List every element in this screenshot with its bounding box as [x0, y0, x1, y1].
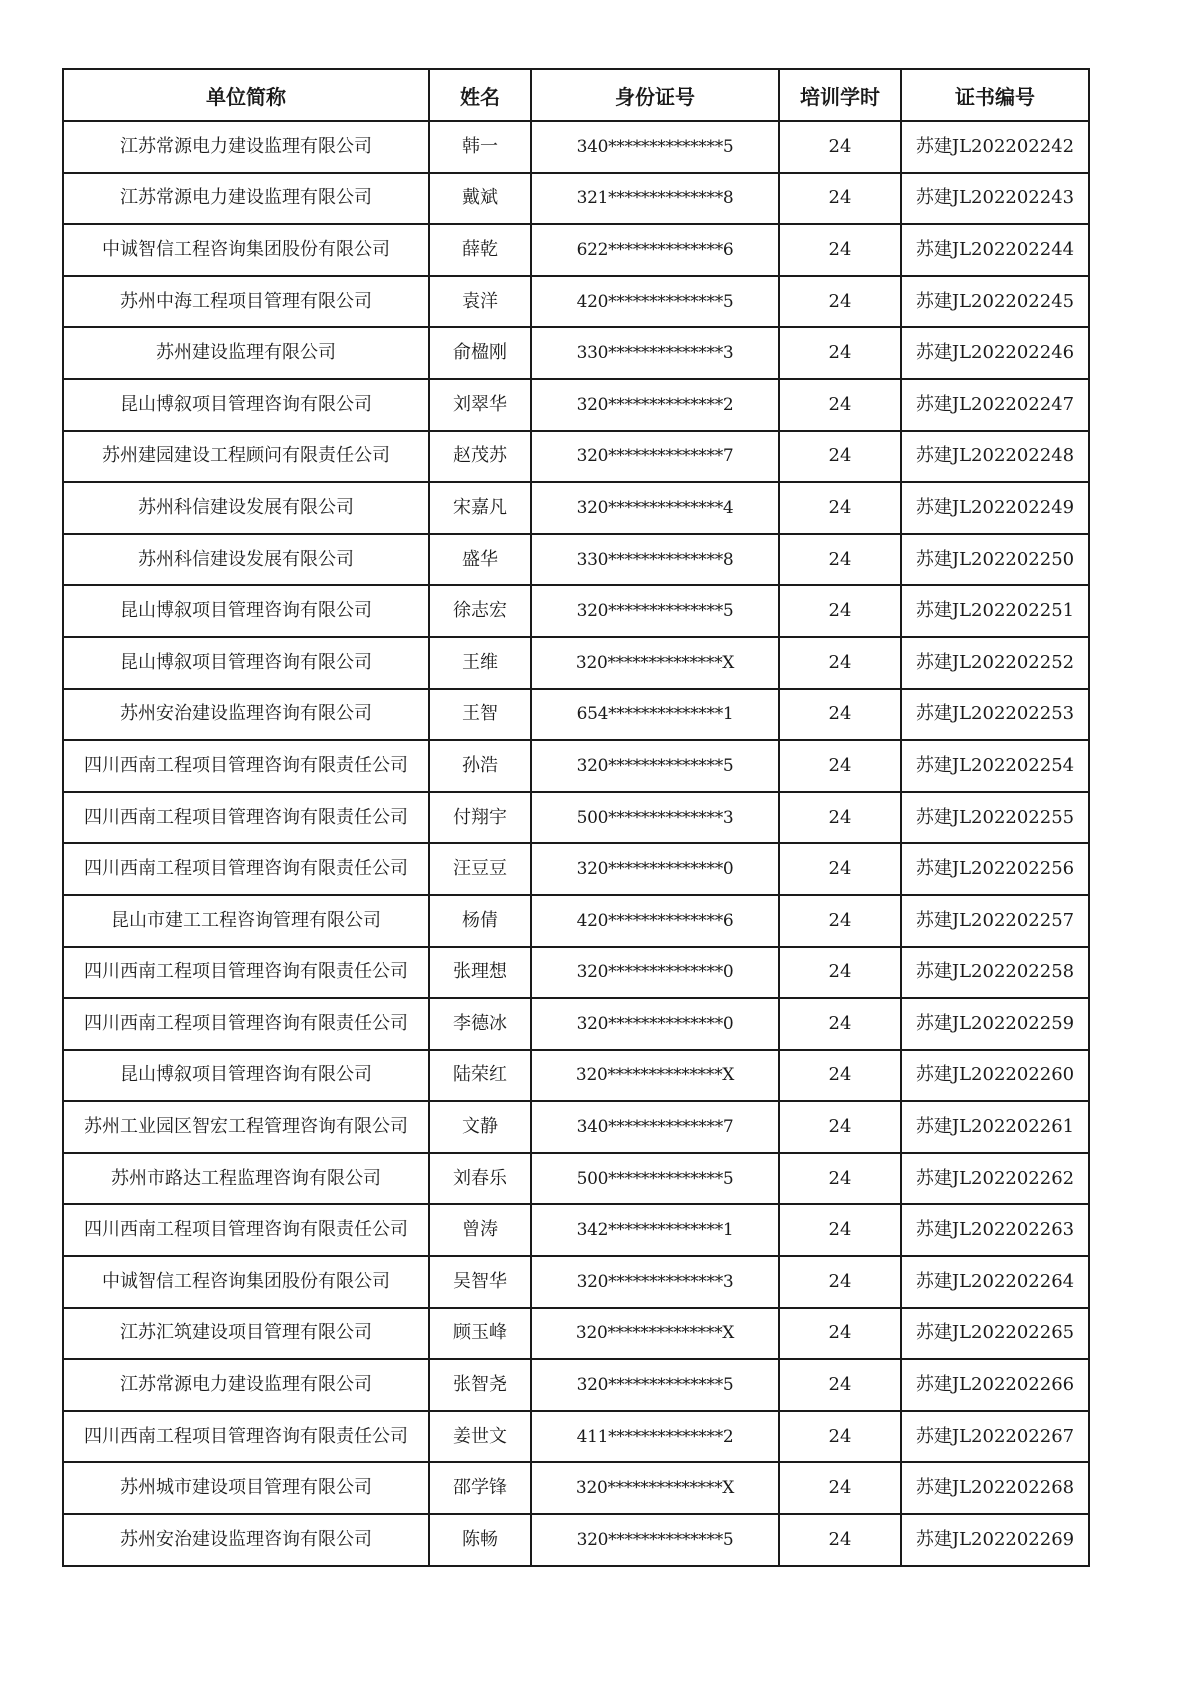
cell-certificate-number: 苏建JL202202249 [901, 482, 1089, 534]
cell-unit: 昆山博叙项目管理咨询有限公司 [63, 379, 429, 431]
header-name: 姓名 [429, 69, 531, 121]
table-row [63, 740, 1089, 792]
cell-unit: 四川西南工程项目管理咨询有限责任公司 [63, 947, 429, 999]
cell-training-hours: 24 [779, 740, 901, 792]
cell-training-hours: 24 [779, 173, 901, 225]
cell-name: 陆荣红 [429, 1050, 531, 1102]
table-row [63, 1050, 1089, 1102]
cell-certificate-number: 苏建JL202202247 [901, 379, 1089, 431]
cell-name: 姜世文 [429, 1411, 531, 1463]
cell-unit: 四川西南工程项目管理咨询有限责任公司 [63, 1204, 429, 1256]
cell-name: 俞楹刚 [429, 327, 531, 379]
cell-name: 刘春乐 [429, 1153, 531, 1205]
cell-id-number: 320**************X [531, 1462, 779, 1514]
cell-training-hours: 24 [779, 843, 901, 895]
cell-certificate-number: 苏建JL202202251 [901, 585, 1089, 637]
cell-unit: 四川西南工程项目管理咨询有限责任公司 [63, 740, 429, 792]
cell-name: 曾涛 [429, 1204, 531, 1256]
table-row [63, 585, 1089, 637]
cell-unit: 江苏常源电力建设监理有限公司 [63, 173, 429, 225]
table-row [63, 1204, 1089, 1256]
table-row [63, 1514, 1089, 1566]
cell-training-hours: 24 [779, 534, 901, 586]
table-row [63, 843, 1089, 895]
cell-id-number: 654**************1 [531, 689, 779, 741]
cell-training-hours: 24 [779, 792, 901, 844]
cell-name: 张理想 [429, 947, 531, 999]
cell-name: 薛乾 [429, 224, 531, 276]
table-row [63, 1153, 1089, 1205]
cell-id-number: 320**************5 [531, 585, 779, 637]
table-row [63, 998, 1089, 1050]
cell-id-number: 500**************5 [531, 1153, 779, 1205]
cell-unit: 四川西南工程项目管理咨询有限责任公司 [63, 843, 429, 895]
cell-unit: 苏州科信建设发展有限公司 [63, 534, 429, 586]
cell-certificate-number: 苏建JL202202254 [901, 740, 1089, 792]
cell-id-number: 420**************6 [531, 895, 779, 947]
cell-name: 杨倩 [429, 895, 531, 947]
table-row [63, 1411, 1089, 1463]
cell-training-hours: 24 [779, 224, 901, 276]
cell-certificate-number: 苏建JL202202255 [901, 792, 1089, 844]
cell-id-number: 320**************4 [531, 482, 779, 534]
table-row [63, 379, 1089, 431]
cell-certificate-number: 苏建JL202202256 [901, 843, 1089, 895]
cell-certificate-number: 苏建JL202202248 [901, 431, 1089, 483]
cell-name: 陈畅 [429, 1514, 531, 1566]
cell-unit: 四川西南工程项目管理咨询有限责任公司 [63, 998, 429, 1050]
cell-certificate-number: 苏建JL202202243 [901, 173, 1089, 225]
cell-id-number: 320**************5 [531, 1514, 779, 1566]
table-row [63, 637, 1089, 689]
training-certificate-table [62, 68, 1090, 1567]
cell-name: 孙浩 [429, 740, 531, 792]
cell-unit: 中诚智信工程咨询集团股份有限公司 [63, 1256, 429, 1308]
header-unit: 单位简称 [63, 69, 429, 121]
cell-name: 刘翠华 [429, 379, 531, 431]
header-certificate-number: 证书编号 [901, 69, 1089, 121]
cell-name: 李德冰 [429, 998, 531, 1050]
header-training-hours: 培训学时 [779, 69, 901, 121]
cell-training-hours: 24 [779, 895, 901, 947]
cell-certificate-number: 苏建JL202202245 [901, 276, 1089, 328]
cell-unit: 苏州城市建设项目管理有限公司 [63, 1462, 429, 1514]
cell-unit: 苏州安治建设监理咨询有限公司 [63, 1514, 429, 1566]
cell-certificate-number: 苏建JL202202265 [901, 1308, 1089, 1360]
table-row [63, 534, 1089, 586]
cell-certificate-number: 苏建JL202202242 [901, 121, 1089, 173]
cell-training-hours: 24 [779, 327, 901, 379]
cell-certificate-number: 苏建JL202202263 [901, 1204, 1089, 1256]
cell-training-hours: 24 [779, 1101, 901, 1153]
cell-unit: 苏州工业园区智宏工程管理咨询有限公司 [63, 1101, 429, 1153]
cell-training-hours: 24 [779, 1462, 901, 1514]
cell-unit: 昆山市建工工程咨询管理有限公司 [63, 895, 429, 947]
cell-training-hours: 24 [779, 276, 901, 328]
cell-training-hours: 24 [779, 1411, 901, 1463]
cell-certificate-number: 苏建JL202202252 [901, 637, 1089, 689]
cell-certificate-number: 苏建JL202202264 [901, 1256, 1089, 1308]
cell-name: 赵茂苏 [429, 431, 531, 483]
cell-training-hours: 24 [779, 1514, 901, 1566]
cell-training-hours: 24 [779, 1153, 901, 1205]
cell-unit: 苏州中海工程项目管理有限公司 [63, 276, 429, 328]
table-row [63, 431, 1089, 483]
table-row [63, 1359, 1089, 1411]
cell-unit: 昆山博叙项目管理咨询有限公司 [63, 585, 429, 637]
cell-unit: 昆山博叙项目管理咨询有限公司 [63, 1050, 429, 1102]
cell-training-hours: 24 [779, 689, 901, 741]
table-header [63, 69, 1089, 121]
cell-name: 付翔宇 [429, 792, 531, 844]
cell-name: 徐志宏 [429, 585, 531, 637]
cell-unit: 四川西南工程项目管理咨询有限责任公司 [63, 792, 429, 844]
cell-training-hours: 24 [779, 1308, 901, 1360]
cell-certificate-number: 苏建JL202202261 [901, 1101, 1089, 1153]
table-body [63, 121, 1089, 1566]
cell-certificate-number: 苏建JL202202257 [901, 895, 1089, 947]
table-row [63, 689, 1089, 741]
table-row [63, 1462, 1089, 1514]
table-row [63, 792, 1089, 844]
cell-training-hours: 24 [779, 637, 901, 689]
cell-certificate-number: 苏建JL202202262 [901, 1153, 1089, 1205]
cell-training-hours: 24 [779, 1204, 901, 1256]
table-row [63, 327, 1089, 379]
cell-id-number: 330**************3 [531, 327, 779, 379]
cell-certificate-number: 苏建JL202202246 [901, 327, 1089, 379]
cell-id-number: 320**************5 [531, 740, 779, 792]
cell-name: 汪豆豆 [429, 843, 531, 895]
cell-id-number: 320**************2 [531, 379, 779, 431]
cell-name: 文静 [429, 1101, 531, 1153]
cell-unit: 江苏常源电力建设监理有限公司 [63, 121, 429, 173]
table-row [63, 947, 1089, 999]
cell-unit: 江苏汇筑建设项目管理有限公司 [63, 1308, 429, 1360]
cell-training-hours: 24 [779, 1256, 901, 1308]
cell-name: 王维 [429, 637, 531, 689]
table-row [63, 173, 1089, 225]
cell-id-number: 321**************8 [531, 173, 779, 225]
cell-training-hours: 24 [779, 121, 901, 173]
cell-id-number: 330**************8 [531, 534, 779, 586]
cell-id-number: 320**************7 [531, 431, 779, 483]
table-row [63, 121, 1089, 173]
cell-unit: 苏州科信建设发展有限公司 [63, 482, 429, 534]
cell-name: 戴斌 [429, 173, 531, 225]
cell-name: 盛华 [429, 534, 531, 586]
cell-unit: 昆山博叙项目管理咨询有限公司 [63, 637, 429, 689]
table-row [63, 482, 1089, 534]
cell-name: 吴智华 [429, 1256, 531, 1308]
cell-id-number: 420**************5 [531, 276, 779, 328]
cell-certificate-number: 苏建JL202202266 [901, 1359, 1089, 1411]
cell-certificate-number: 苏建JL202202253 [901, 689, 1089, 741]
cell-name: 顾玉峰 [429, 1308, 531, 1360]
cell-id-number: 320**************X [531, 1050, 779, 1102]
cell-unit: 四川西南工程项目管理咨询有限责任公司 [63, 1411, 429, 1463]
cell-training-hours: 24 [779, 431, 901, 483]
cell-name: 宋嘉凡 [429, 482, 531, 534]
table-row [63, 224, 1089, 276]
table-row [63, 276, 1089, 328]
cell-id-number: 622**************6 [531, 224, 779, 276]
cell-id-number: 500**************3 [531, 792, 779, 844]
cell-id-number: 320**************0 [531, 843, 779, 895]
cell-id-number: 340**************7 [531, 1101, 779, 1153]
cell-id-number: 320**************5 [531, 1359, 779, 1411]
cell-unit: 中诚智信工程咨询集团股份有限公司 [63, 224, 429, 276]
cell-unit: 苏州建园建设工程顾问有限责任公司 [63, 431, 429, 483]
cell-certificate-number: 苏建JL202202267 [901, 1411, 1089, 1463]
cell-id-number: 320**************X [531, 1308, 779, 1360]
cell-training-hours: 24 [779, 947, 901, 999]
cell-certificate-number: 苏建JL202202269 [901, 1514, 1089, 1566]
cell-training-hours: 24 [779, 1050, 901, 1102]
cell-name: 张智尧 [429, 1359, 531, 1411]
cell-unit: 苏州市路达工程监理咨询有限公司 [63, 1153, 429, 1205]
cell-training-hours: 24 [779, 482, 901, 534]
cell-certificate-number: 苏建JL202202259 [901, 998, 1089, 1050]
cell-unit: 苏州建设监理有限公司 [63, 327, 429, 379]
header-id-number: 身份证号 [531, 69, 779, 121]
cell-certificate-number: 苏建JL202202260 [901, 1050, 1089, 1102]
cell-name: 袁洋 [429, 276, 531, 328]
cell-certificate-number: 苏建JL202202258 [901, 947, 1089, 999]
cell-id-number: 342**************1 [531, 1204, 779, 1256]
cell-certificate-number: 苏建JL202202244 [901, 224, 1089, 276]
cell-id-number: 320**************0 [531, 998, 779, 1050]
cell-training-hours: 24 [779, 998, 901, 1050]
cell-name: 王智 [429, 689, 531, 741]
table-row [63, 1101, 1089, 1153]
cell-id-number: 411**************2 [531, 1411, 779, 1463]
cell-id-number: 340**************5 [531, 121, 779, 173]
cell-unit: 苏州安治建设监理咨询有限公司 [63, 689, 429, 741]
cell-unit: 江苏常源电力建设监理有限公司 [63, 1359, 429, 1411]
cell-training-hours: 24 [779, 379, 901, 431]
cell-id-number: 320**************X [531, 637, 779, 689]
cell-training-hours: 24 [779, 585, 901, 637]
table-row [63, 1308, 1089, 1360]
table-row [63, 895, 1089, 947]
cell-id-number: 320**************0 [531, 947, 779, 999]
table-row [63, 1256, 1089, 1308]
cell-certificate-number: 苏建JL202202250 [901, 534, 1089, 586]
header-row [63, 69, 1089, 121]
cell-name: 邵学锋 [429, 1462, 531, 1514]
cell-certificate-number: 苏建JL202202268 [901, 1462, 1089, 1514]
cell-training-hours: 24 [779, 1359, 901, 1411]
cell-name: 韩一 [429, 121, 531, 173]
cell-id-number: 320**************3 [531, 1256, 779, 1308]
